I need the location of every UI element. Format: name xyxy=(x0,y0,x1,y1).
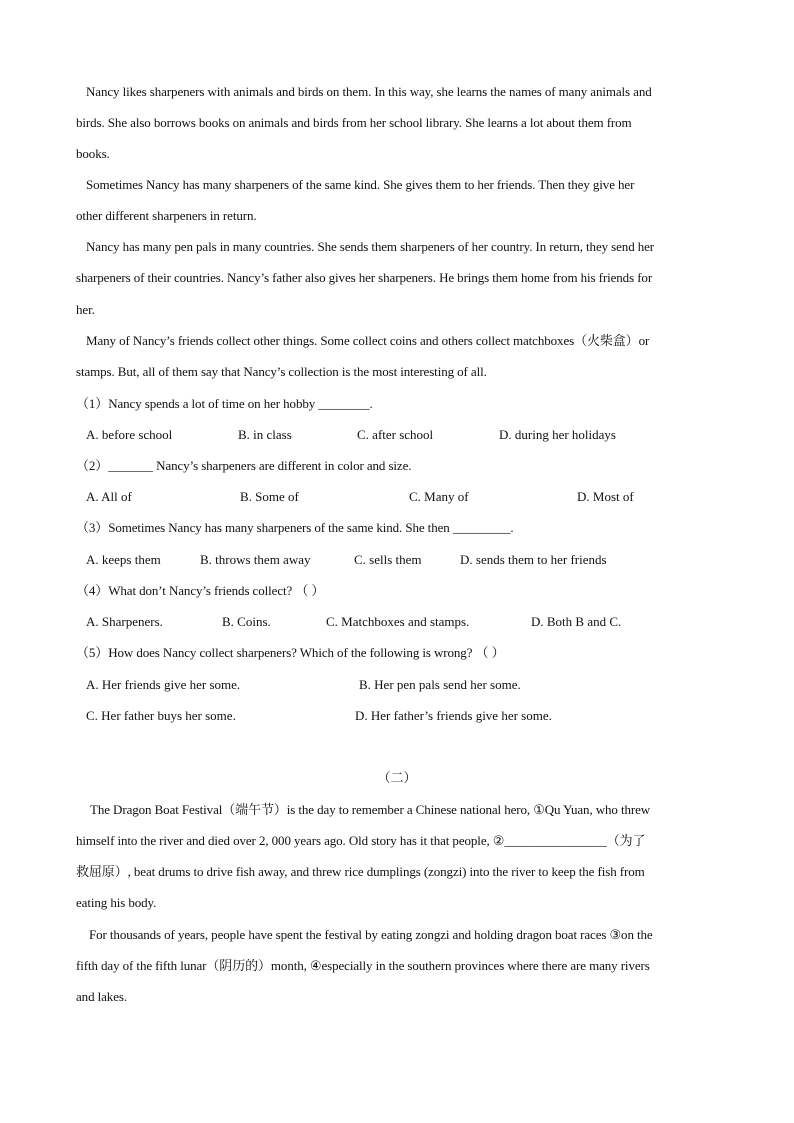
passage2-p1-line2: himself into the river and died over 2, 000 years ago. Old story has it that people, ②________________（为了 xyxy=(76,833,646,848)
question-2-option-a[interactable]: A. All of xyxy=(86,489,132,504)
question-4-option-b[interactable]: B. Coins. xyxy=(222,614,271,629)
passage1-p3-line2: sharpeners of their countries. Nancy’s father also gives her sharpeners. He brings them home from his friends for xyxy=(76,270,653,285)
passage1-p2-line2: other different sharpeners in return. xyxy=(76,208,257,223)
passage2-p1-line4: eating his body. xyxy=(76,895,157,910)
passage2-p1-line3: 救屈原）, beat drums to drive fish away, and threw rice dumplings (zongzi) into the river to keep the fish from xyxy=(76,864,645,879)
passage1-p1-line1: Nancy likes sharpeners with animals and birds on them. In this way, she learns the names of many animals and xyxy=(86,84,652,99)
passage2-p2-line2: fifth day of the fifth lunar（阴历的）month, ④especially in the southern provinces where there are many rivers xyxy=(76,958,650,973)
question-4-option-d[interactable]: D. Both B and C. xyxy=(531,614,622,629)
question-2-option-c[interactable]: C. Many of xyxy=(409,489,469,504)
passage1-p4-line2: stamps. But, all of them say that Nancy’s collection is the most interesting of all. xyxy=(76,364,487,379)
question-2-stem: （2）_______ Nancy’s sharpeners are different in color and size. xyxy=(76,458,412,473)
question-5-option-a[interactable]: A. Her friends give her some. xyxy=(86,677,241,692)
question-5-stem: （5）How does Nancy collect sharpeners? Which of the following is wrong? （ ） xyxy=(76,645,505,660)
passage2-p1-line1: The Dragon Boat Festival（端午节）is the day to remember a Chinese national hero, ①Qu Yuan, who threw xyxy=(90,802,651,817)
question-3-option-a[interactable]: A. keeps them xyxy=(86,552,161,567)
question-3-option-d[interactable]: D. sends them to her friends xyxy=(460,552,607,567)
question-1-option-a[interactable]: A. before school xyxy=(86,427,173,442)
question-2-option-d[interactable]: D. Most of xyxy=(577,489,634,504)
passage2-p2-line1: For thousands of years, people have spent the festival by eating zongzi and holding dragon boat races ③on the xyxy=(89,927,653,942)
question-1-option-d[interactable]: D. during her holidays xyxy=(499,427,616,442)
question-3-option-c[interactable]: C. sells them xyxy=(354,552,422,567)
passage1-p3-line3: her. xyxy=(76,302,95,317)
question-1-option-c[interactable]: C. after school xyxy=(357,427,434,442)
passage2-p2-line3: and lakes. xyxy=(76,989,127,1004)
question-1-stem: （1）Nancy spends a lot of time on her hobby ________. xyxy=(76,396,373,411)
question-4-stem: （4）What don’t Nancy’s friends collect? （ ） xyxy=(76,583,325,598)
question-3-option-b[interactable]: B. throws them away xyxy=(200,552,311,567)
question-4-option-a[interactable]: A. Sharpeners. xyxy=(86,614,163,629)
passage1-p2-line1: Sometimes Nancy has many sharpeners of the same kind. She gives them to her friends. Then they give her xyxy=(86,177,635,192)
passage1-p1-line3: books. xyxy=(76,146,110,161)
question-1-option-b[interactable]: B. in class xyxy=(238,427,292,442)
question-4-option-c[interactable]: C. Matchboxes and stamps. xyxy=(326,614,470,629)
passage1-p4-line1: Many of Nancy’s friends collect other things. Some collect coins and others collect matchboxes（火柴盒）or xyxy=(86,333,650,348)
section-heading: （二） xyxy=(377,770,417,785)
question-2-option-b[interactable]: B. Some of xyxy=(240,489,299,504)
question-5-option-c[interactable]: C. Her father buys her some. xyxy=(86,708,236,723)
question-5-option-d[interactable]: D. Her father’s friends give her some. xyxy=(355,708,552,723)
question-5-option-b[interactable]: B. Her pen pals send her some. xyxy=(359,677,521,692)
question-3-stem: （3）Sometimes Nancy has many sharpeners of the same kind. She then _________. xyxy=(76,520,514,535)
passage1-p3-line1: Nancy has many pen pals in many countries. She sends them sharpeners of her country. In return, they send her xyxy=(86,239,655,254)
passage1-p1-line2: birds. She also borrows books on animals and birds from her school library. She learns a lot about them from xyxy=(76,115,632,130)
